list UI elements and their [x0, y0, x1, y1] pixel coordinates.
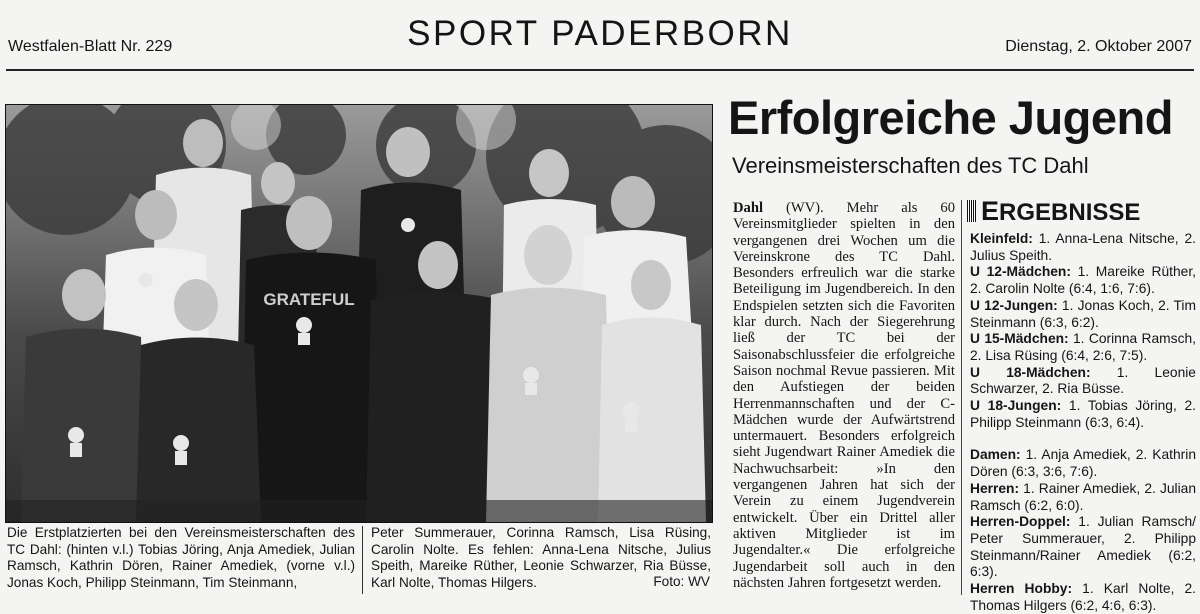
result-category: U 18-Mädchen: [970, 364, 1091, 380]
shirt-print: GRATEFUL [263, 290, 355, 309]
heading-bar-icon [967, 200, 976, 222]
result-entry [970, 298, 1196, 331]
result-text: 1. Tobias Jöring, 2. Philipp Steinmann (6:3, 6:4). [970, 398, 1196, 430]
result-category: U 12-Jungen: [970, 297, 1058, 313]
issue-date: Dienstag, 2. Oktober 2007 [1005, 38, 1192, 55]
result-text: 1. Corinna Ramsch, 2. Lisa Rüsing (6:4, 2:6, 7:5). [970, 331, 1196, 363]
team-photo-illustration [6, 105, 712, 522]
result-entry [970, 398, 1196, 431]
result-category: Herren-Doppel: [970, 514, 1071, 530]
section-title: SPORT PADERBORN [407, 14, 793, 53]
result-text: 1. Mareike Rüther, 2. Carolin Nolte (6:4, 1:6, 7:6). [970, 264, 1196, 297]
masthead-rule [6, 69, 1194, 71]
result-entry [970, 264, 1196, 297]
team-photo [5, 104, 713, 523]
article-headline: Erfolgreiche Jugend [728, 91, 1173, 144]
result-entry [970, 331, 1196, 364]
photo-caption-part-2: Peter Summerauer, Corinna Ramsch, Lisa Rüsing, Carolin Nolte. Es fehlen: Anna-Lena Nitsche, Julius Speith, Mareike Rüther, Leonie Schwarzer, Ria Büsse, Karl Nolte, Thomas Hilgers. [371, 525, 711, 590]
result-text: 1. Jonas Koch, 2. Tim Steinmann (6:3, 6:2). [970, 297, 1196, 330]
result-category: Kleinfeld: [970, 231, 1033, 246]
result-category: U 15-Mädchen: [970, 331, 1069, 347]
result-entry [970, 365, 1196, 398]
article-body [733, 200, 955, 591]
photo-caption-part-1: Die Erstplatzierten bei den Vereinsmeisterschaften des TC Dahl: (hinten v.l.) Tobias Jöring, Anja Amediek, Julian Ramsch, Kathrin Dören, Rainer Amediek, (vorne v.l.) Jonas Koch, Philipp Steinmann, Tim Steinmann, [7, 525, 355, 590]
result-category: Herren Hobby: [970, 581, 1073, 597]
result-category: Herren: [970, 480, 1020, 496]
result-text: 1. Julian Ramsch/ Peter Summerauer, 2. Philipp Steinmann/Rainer Amediek (6:2, 6:3). [970, 514, 1196, 580]
result-text: 1. Rainer Amediek, 2. Julian Ramsch (6:2, 6:0). [970, 480, 1196, 513]
results-heading-rest: RGEBNISSE [999, 199, 1141, 226]
result-category: U 18-Jungen: [970, 398, 1062, 414]
result-entry [970, 514, 1196, 581]
results-list [970, 231, 1196, 614]
caption-divider [362, 526, 363, 594]
result-entry [970, 447, 1196, 480]
result-text: 1. Karl Nolte, 2. Thomas Hilgers (6:2, 4:6, 6:3). [970, 581, 1196, 613]
results-heading [967, 196, 1140, 227]
results-heading-initial: E [981, 196, 1000, 226]
result-category: Damen: [970, 447, 1021, 463]
result-text: 1. Anja Amediek, 2. Kathrin Dören (6:3, 3:6, 7:6). [970, 447, 1196, 480]
newspaper-issue: Westfalen-Blatt Nr. 229 [8, 38, 173, 55]
result-text: 1. Anna-Lena Nitsche, 2. Julius Speith. [970, 231, 1196, 263]
result-text: 1. Leonie Schwarzer, 2. Ria Büsse. [970, 364, 1196, 397]
photo-credit: Foto: WV [653, 574, 710, 589]
result-entry [970, 481, 1196, 514]
column-divider [961, 200, 962, 595]
article-subheadline: Vereinsmeisterschaften des TC Dahl [732, 153, 1089, 178]
result-entry [970, 581, 1196, 614]
result-category: U 12-Mädchen: [970, 264, 1071, 280]
article-text: (WV). Mehr als 60 Vereinsmitglieder spielten in den vergangenen drei Wochen um die Vereinskrone des TC Dahl. Besonders erfreulich war die starke Beteiligung im Jugendbereich. In den Endspielen setzten sich die Favoriten klar durch. Nach der Siegerehrung ließ der TC bei der Saisonabschlussfeier die erfolgreiche Saison nochmal Revue passieren. Mit den Aufstiegen der beiden Herrenmannschaften und der C-Mädchen wurde der Aufwärtstrend untermauert. Besonders erfolgreich sieht Jugendwart Rainer Amediek die Nachwuchsarbeit: »In den vergangenen Jahren hat sich der Verein zu einem Jugendverein entwickelt. Über ein Drittel aller aktiven Mitglieder ist im Jugendalter.« Die erfolgreiche Jugendarbeit soll auch in den nächsten Jahren fortgesetzt werden. [733, 200, 955, 591]
article-dateline: Dahl [733, 200, 764, 216]
result-entry [970, 231, 1196, 264]
